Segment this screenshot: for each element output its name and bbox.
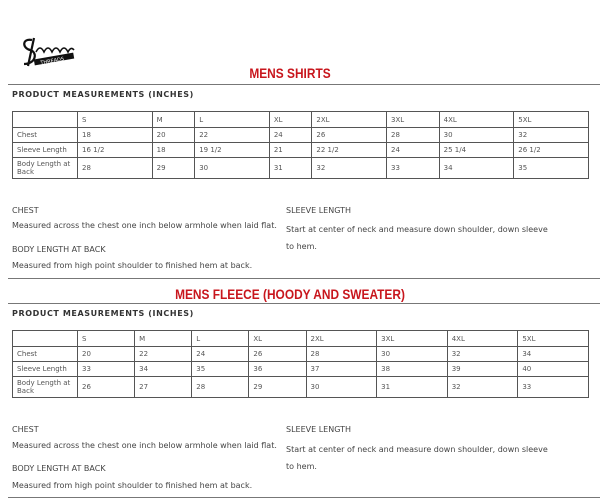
measurement-value-cell: 32 — [312, 158, 387, 179]
measurement-label-cell: Body Length at Back — [13, 158, 78, 179]
shirts-body-length-text: Measured from high point shoulder to finished hem at back. — [12, 261, 253, 270]
measurement-value-cell: 16 1/2 — [78, 143, 153, 158]
size-header-cell: 2XL — [312, 112, 387, 128]
fleece-title: MENS FLEECE (HOODY AND SWEATER) — [175, 286, 405, 302]
shirts-measurements-heading: PRODUCT MEASUREMENTS (INCHES) — [12, 90, 194, 99]
measurement-value-cell: 33 — [387, 158, 440, 179]
measurement-value-cell: 24 — [269, 128, 312, 143]
fleece-sleeve-heading: SLEEVE LENGTH — [286, 425, 352, 434]
size-header-cell: S — [78, 112, 153, 128]
shirts-size-table — [12, 111, 589, 179]
table-row — [13, 362, 589, 377]
divider — [8, 303, 600, 304]
measurement-value-cell: 30 — [195, 158, 270, 179]
size-header-cell: M — [152, 112, 195, 128]
fleece-size-table — [12, 330, 589, 398]
size-header-cell — [13, 112, 78, 128]
measurement-value-cell: 29 — [249, 377, 306, 398]
measurement-value-cell: 26 — [78, 377, 135, 398]
measurement-value-cell: 31 — [269, 158, 312, 179]
measurement-label-cell: Chest — [13, 128, 78, 143]
measurement-value-cell: 22 — [135, 347, 192, 362]
measurement-value-cell: 26 — [312, 128, 387, 143]
shirts-sleeve-heading: SLEEVE LENGTH — [286, 206, 352, 215]
shirts-chest-heading: CHEST — [12, 206, 39, 215]
shirts-title: MENS SHIRTS — [249, 65, 331, 81]
size-header-cell: S — [78, 331, 135, 347]
shirts-body-length-heading: BODY LENGTH AT BACK — [12, 245, 106, 254]
measurement-value-cell: 35 — [192, 362, 249, 377]
measurement-value-cell: 24 — [192, 347, 249, 362]
measurement-value-cell: 34 — [518, 347, 589, 362]
size-header-cell: 5XL — [518, 331, 589, 347]
svg-text:THREADS: THREADS — [40, 56, 65, 67]
measurement-value-cell: 33 — [518, 377, 589, 398]
size-header-cell: L — [192, 331, 249, 347]
measurement-value-cell: 31 — [377, 377, 448, 398]
measurement-value-cell: 32 — [447, 377, 518, 398]
measurement-label-cell: Sleeve Length — [13, 143, 78, 158]
divider — [8, 497, 600, 498]
fleece-chest-text: Measured across the chest one inch below armhole when laid flat. — [12, 441, 277, 450]
measurement-value-cell: 33 — [78, 362, 135, 377]
measurement-label-cell: Body Length at Back — [13, 377, 78, 398]
measurement-value-cell: 22 — [195, 128, 270, 143]
fleece-sleeve-text: Start at center of neck and measure down shoulder, down sleeve to hem. — [286, 445, 548, 471]
size-header-cell: XL — [249, 331, 306, 347]
size-header-cell — [13, 331, 78, 347]
fleece-body-length-text: Measured from high point shoulder to finished hem at back. — [12, 481, 253, 490]
size-header-cell: 3XL — [387, 112, 440, 128]
size-header-cell: M — [135, 331, 192, 347]
measurement-value-cell: 26 1/2 — [514, 143, 589, 158]
measurement-value-cell: 24 — [387, 143, 440, 158]
measurement-value-cell: 25 1/4 — [439, 143, 514, 158]
measurement-value-cell: 26 — [249, 347, 306, 362]
measurement-value-cell: 20 — [78, 347, 135, 362]
size-header-cell: XL — [269, 112, 312, 128]
measurement-value-cell: 37 — [306, 362, 377, 377]
size-header-cell: 4XL — [447, 331, 518, 347]
measurement-value-cell: 36 — [249, 362, 306, 377]
shirts-sleeve-text: Start at center of neck and measure down shoulder, down sleeve to hem. — [286, 225, 548, 251]
measurement-value-cell: 38 — [377, 362, 448, 377]
table-row — [13, 143, 589, 158]
divider — [8, 278, 600, 279]
measurement-value-cell: 18 — [78, 128, 153, 143]
measurement-value-cell: 18 — [152, 143, 195, 158]
measurement-value-cell: 28 — [306, 347, 377, 362]
measurement-value-cell: 29 — [152, 158, 195, 179]
size-header-cell: 5XL — [514, 112, 589, 128]
divider — [8, 84, 600, 85]
measurement-value-cell: 39 — [447, 362, 518, 377]
table-row — [13, 377, 589, 398]
measurement-label-cell: Chest — [13, 347, 78, 362]
measurement-value-cell: 40 — [518, 362, 589, 377]
size-header-cell: L — [195, 112, 270, 128]
measurement-value-cell: 22 1/2 — [312, 143, 387, 158]
measurement-value-cell: 35 — [514, 158, 589, 179]
measurement-value-cell: 28 — [78, 158, 153, 179]
measurement-value-cell: 28 — [387, 128, 440, 143]
measurement-value-cell: 28 — [192, 377, 249, 398]
measurement-value-cell: 30 — [439, 128, 514, 143]
table-header-row — [13, 331, 589, 347]
measurement-value-cell: 30 — [306, 377, 377, 398]
measurement-value-cell: 19 1/2 — [195, 143, 270, 158]
size-header-cell: 4XL — [439, 112, 514, 128]
measurement-value-cell: 34 — [135, 362, 192, 377]
measurement-value-cell: 32 — [514, 128, 589, 143]
measurement-value-cell: 32 — [447, 347, 518, 362]
size-header-cell: 3XL — [377, 331, 448, 347]
measurement-value-cell: 30 — [377, 347, 448, 362]
fleece-measurements-heading: PRODUCT MEASUREMENTS (INCHES) — [12, 309, 194, 318]
fleece-body-length-heading: BODY LENGTH AT BACK — [12, 464, 106, 473]
fleece-chest-heading: CHEST — [12, 425, 39, 434]
measurement-value-cell: 21 — [269, 143, 312, 158]
table-row — [13, 347, 589, 362]
table-header-row — [13, 112, 589, 128]
measurement-label-cell: Sleeve Length — [13, 362, 78, 377]
measurement-value-cell: 20 — [152, 128, 195, 143]
measurement-value-cell: 34 — [439, 158, 514, 179]
measurement-value-cell: 27 — [135, 377, 192, 398]
table-row — [13, 158, 589, 179]
size-header-cell: 2XL — [306, 331, 377, 347]
shirts-chest-text: Measured across the chest one inch below armhole when laid flat. — [12, 221, 277, 230]
table-row — [13, 128, 589, 143]
